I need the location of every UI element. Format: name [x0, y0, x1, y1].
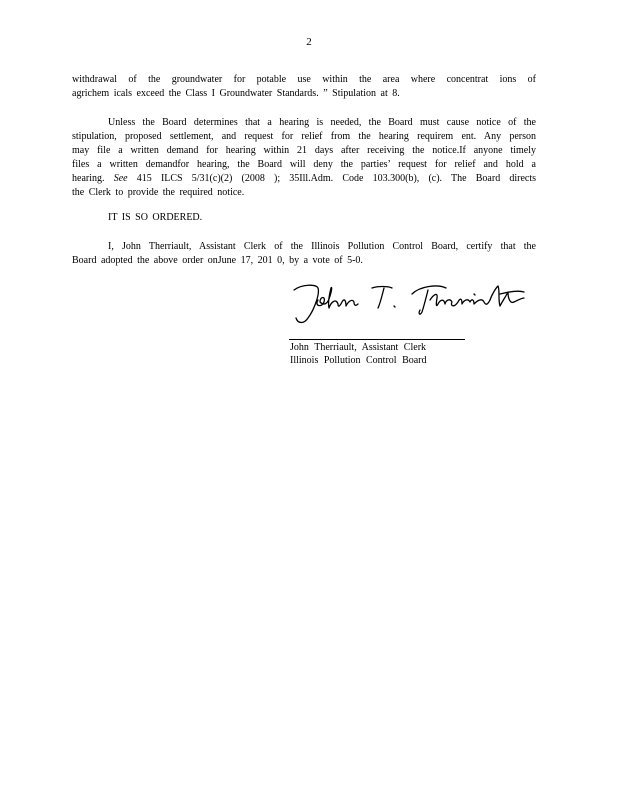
paragraph-order	[72, 211, 536, 225]
signature-line	[289, 339, 465, 340]
paragraph-hearing-notice	[72, 116, 536, 200]
text-line	[72, 172, 536, 186]
paragraph-certification	[72, 240, 536, 268]
text-line: Board adopted the above order onJune 17, 201 0, by a vote of 5-0.	[72, 255, 363, 266]
paragraph-stipulation-quote	[72, 73, 536, 101]
handwritten-signature	[288, 276, 528, 328]
signatory-organization: Illinois Pollution Control Board	[290, 355, 427, 366]
citation-signal: See	[113, 173, 128, 184]
text-line: I, John Therriault, Assistant Clerk of the Illinois Pollution Control Board, certify that the	[108, 241, 536, 252]
page-number: 2	[306, 36, 312, 48]
text-line: the Clerk to provide the required notice.	[72, 187, 245, 198]
text-fragment: hearing.	[72, 173, 105, 184]
text-line: files a written demandfor hearing, the Board will deny the parties’ request for relief and hold a	[72, 159, 536, 170]
order-statement: IT IS SO ORDERED.	[108, 212, 203, 223]
text-line: Unless the Board determines that a hearing is needed, the Board must cause notice of the	[108, 117, 536, 128]
text-line: may file a written demand for hearing within 21 days after receiving the notice.If anyone timely	[72, 145, 536, 156]
text-fragment: 415 ILCS 5/31(c)(2) (2008 ); 35Ill.Adm. Code 103.300(b), (c). The Board directs	[136, 173, 536, 184]
text-line: agrichem icals exceed the Class I Groundwater Standards. ” Stipulation at 8.	[72, 88, 400, 99]
text-line: withdrawal of the groundwater for potable use within the area where concentrat ions of	[72, 74, 536, 85]
signature-block	[290, 341, 427, 367]
text-line: stipulation, proposed settlement, and request for relief from the hearing requirem ent. Any person	[72, 131, 536, 142]
signatory-name-title: John Therriault, Assistant Clerk	[290, 342, 427, 353]
